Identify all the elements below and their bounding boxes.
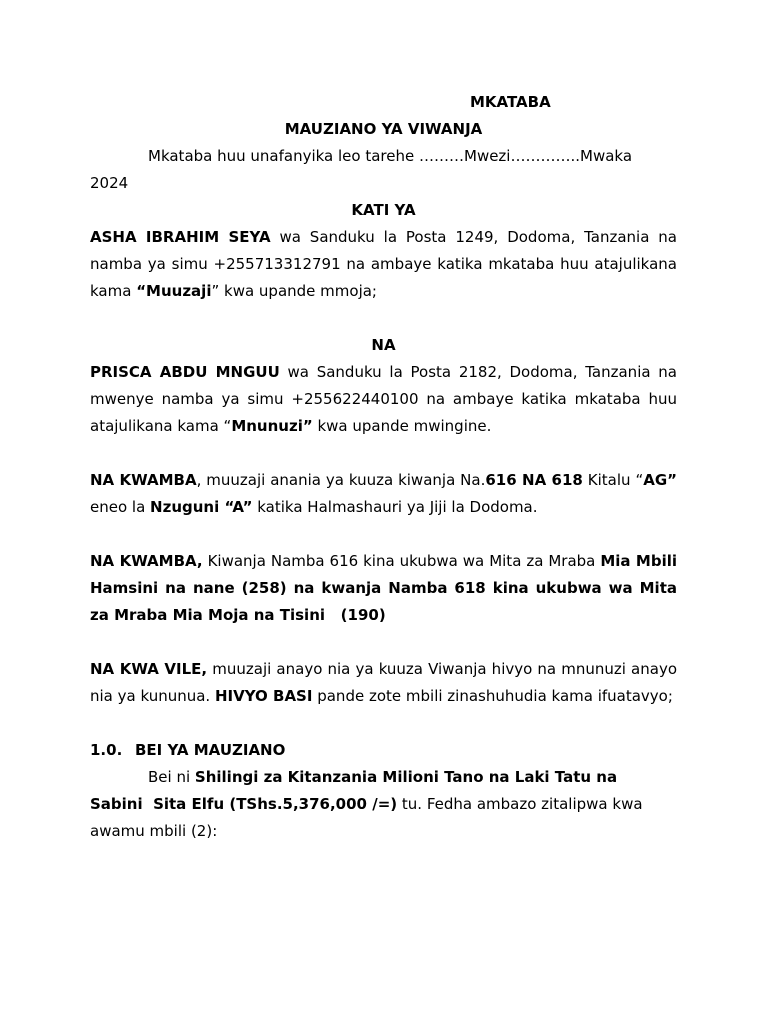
document-subtitle: MAUZIANO YA VIWANJA	[284, 120, 483, 138]
whereas-paragraph-1: NA KWAMBA, muuzaji anania ya kuuza kiwanja Na.616 NA 618 Kitalu “AG” eneo la Nzuguni “A” katika Halmashauri ya Jiji la Dodoma.	[90, 471, 677, 516]
between-heading: KATI YA	[351, 201, 416, 219]
section-1-number: 1.0.	[90, 741, 123, 759]
buyer-name: PRISCA ABDU MNGUU	[90, 363, 280, 381]
buyer-paragraph: PRISCA ABDU MNGUU wa Sanduku la Posta 2182, Dodoma, Tanzania na mwenye namba ya simu +255622440100 na ambaye katika mkataba huu atajulikana kama “Mnunuzi” kwa upande mwingine.	[90, 363, 677, 435]
whereas-paragraph-3: NA KWA VILE, muuzaji anayo nia ya kuuza Viwanja hivyo na mnunuzi anayo nia ya kununua. HIVYO BASI pande zote mbili zinashuhudia kama ifuatavyo;	[90, 660, 678, 705]
section-1-line-3: awamu mbili (2):	[90, 822, 218, 840]
buyer-role: Mnunuzi”	[231, 417, 313, 435]
section-1-line-1: Bei ni Shilingi za Kitanzania Milioni Tano na Laki Tatu na	[148, 768, 618, 786]
section-1-heading	[90, 737, 677, 764]
section-1-line-2: Sabini Sita Elfu (TShs.5,376,000 /=) tu. Fedha ambazo zitalipwa kwa	[90, 795, 643, 813]
seller-paragraph: ASHA IBRAHIM SEYA wa Sanduku la Posta 1249, Dodoma, Tanzania na namba ya simu +255713312791 na ambaye katika mkataba huu atajulikana kama “Muuzaji” kwa upande mmoja;	[90, 228, 677, 300]
section-1-title: BEI YA MAUZIANO	[135, 741, 286, 759]
document-title: MKATABA	[470, 93, 551, 111]
intro-line: Mkataba huu unafanyika leo tarehe ………Mwezi…………..Mwaka	[148, 147, 633, 165]
seller-name: ASHA IBRAHIM SEYA	[90, 228, 271, 246]
and-heading: NA	[371, 336, 396, 354]
seller-role: “Muuzaji	[136, 282, 212, 300]
document-page	[90, 89, 683, 845]
intro-year: 2024	[90, 174, 129, 192]
whereas-paragraph-2: NA KWAMBA, Kiwanja Namba 616 kina ukubwa wa Mita za Mraba Mia Mbili Hamsini na nane (258) na kwanja Namba 618 kina ukubwa wa Mita za Mraba Mia Moja na Tisini (190)	[90, 552, 683, 624]
